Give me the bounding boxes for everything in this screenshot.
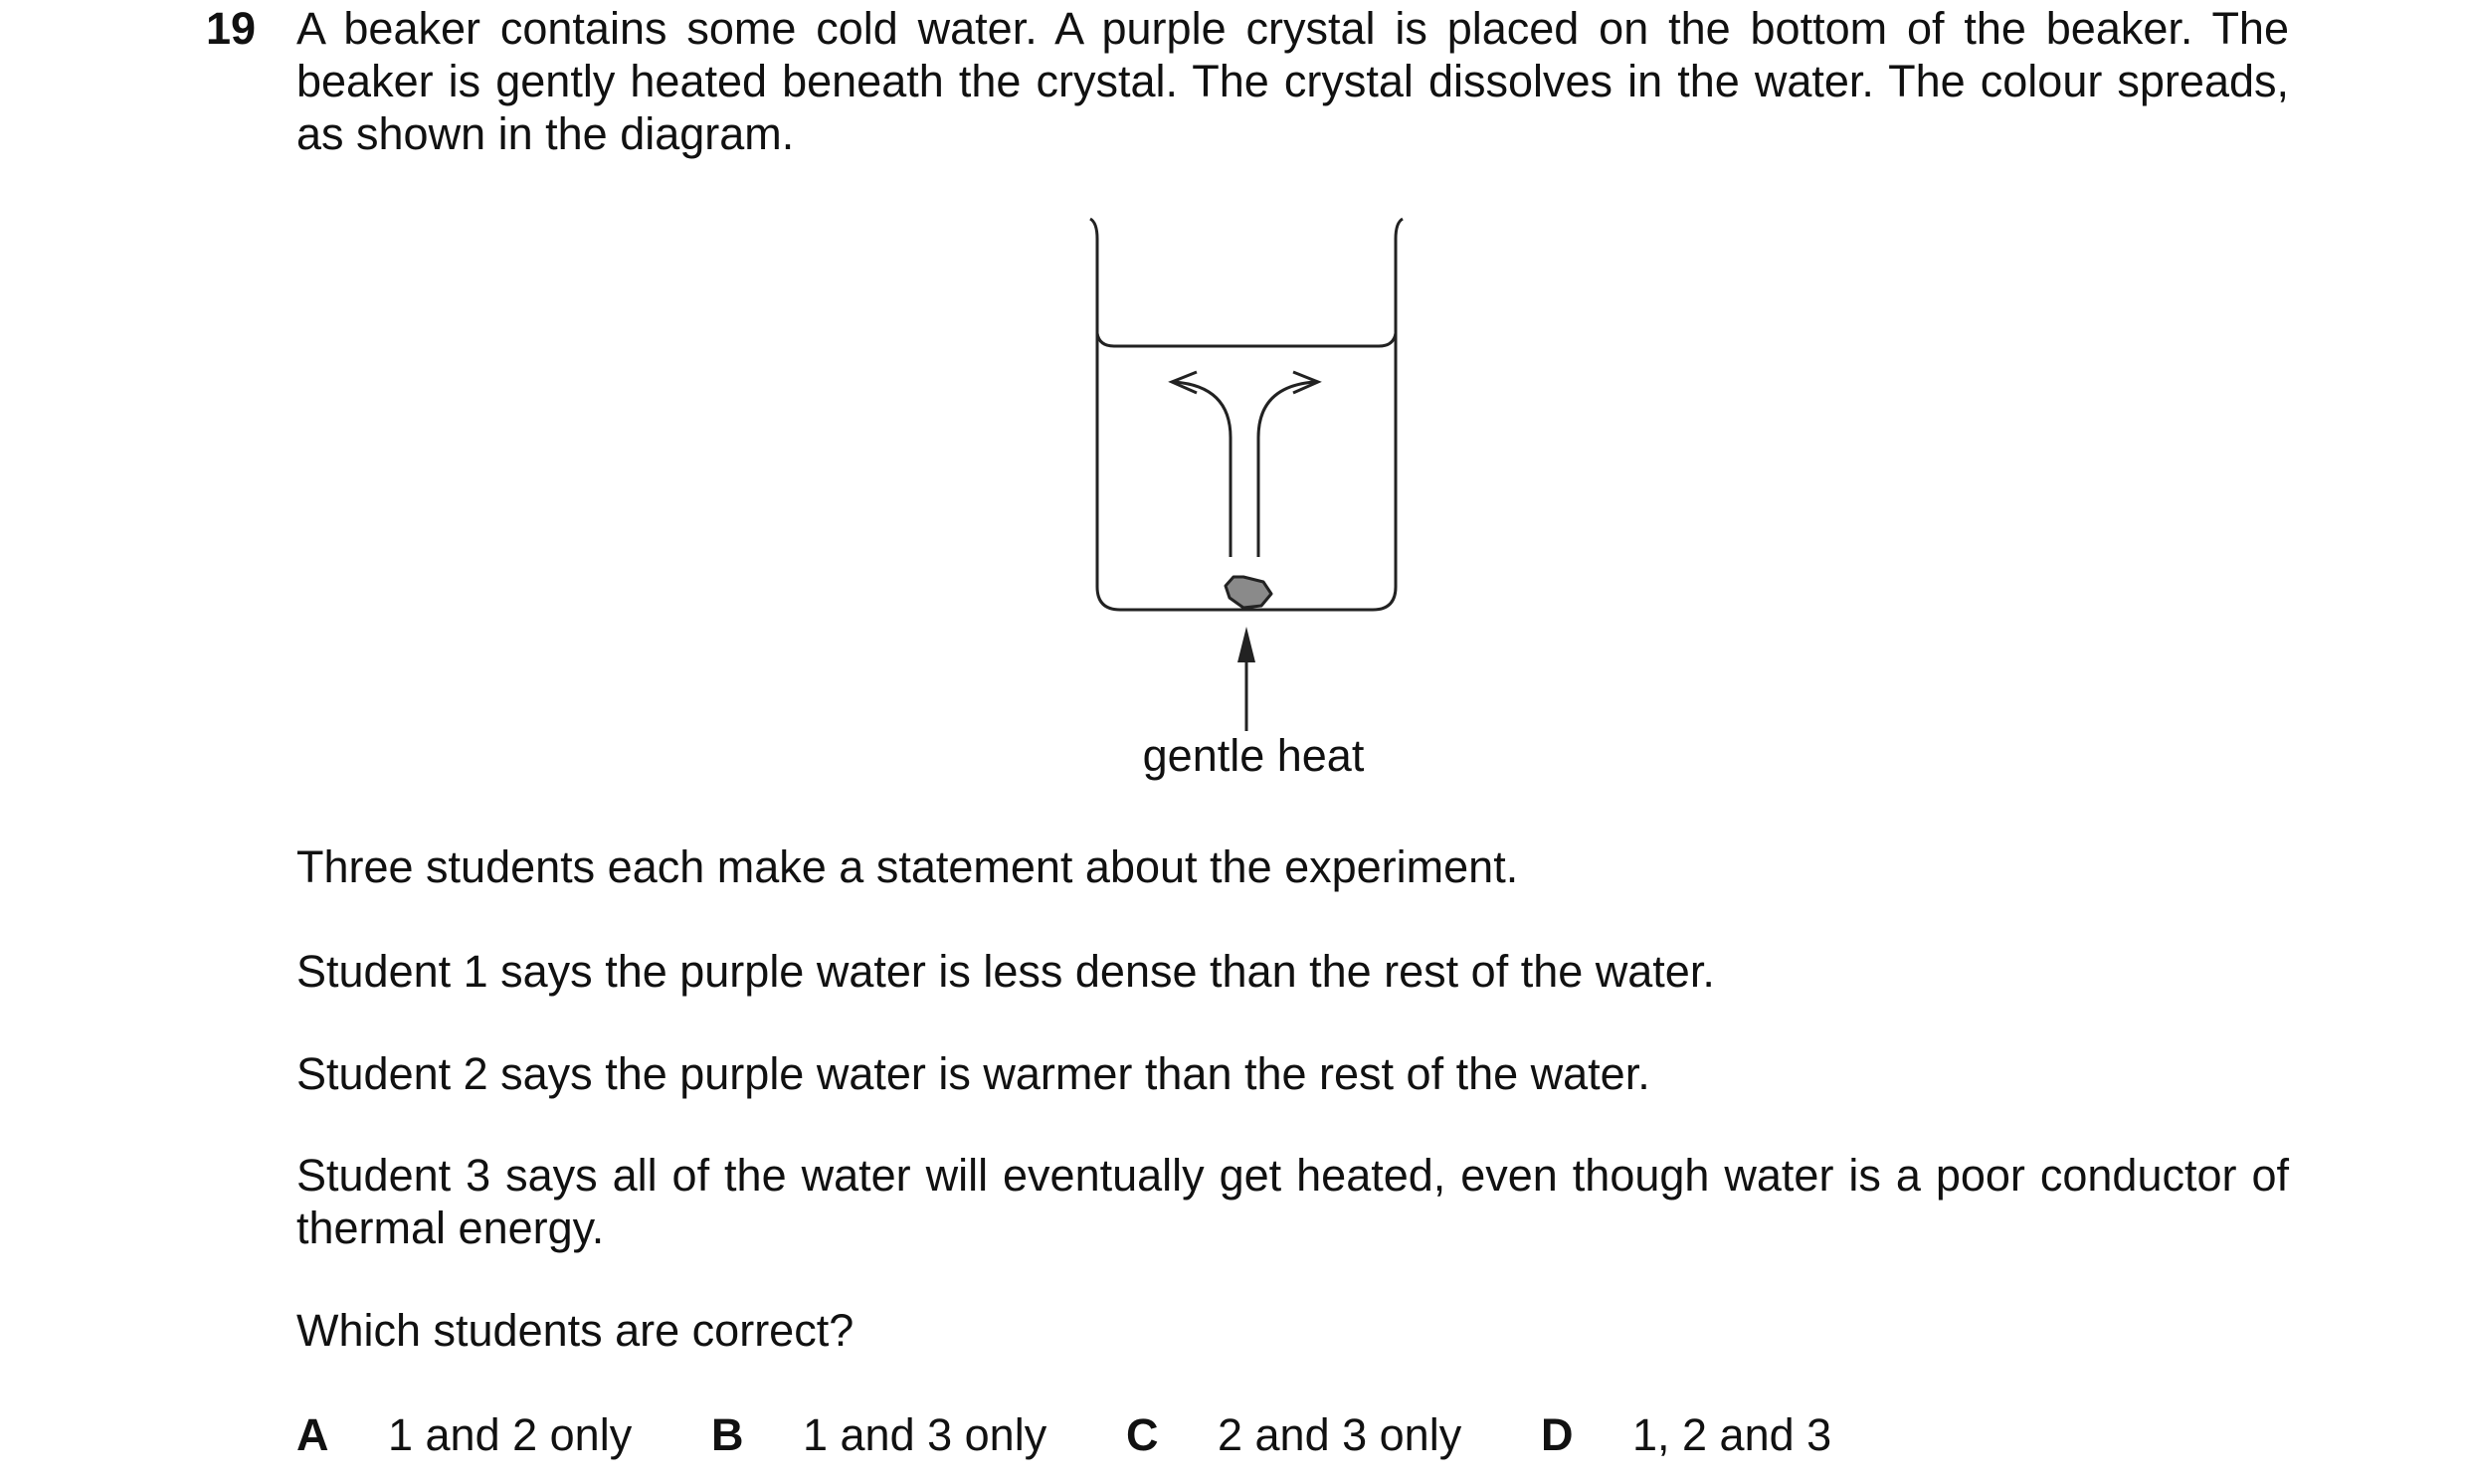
option-c-letter[interactable]: C [1126,1409,1159,1460]
question-number: 19 [206,3,257,54]
beaker-diagram-svg [1074,209,1432,796]
option-b-text[interactable]: 1 and 3 only [803,1409,1047,1460]
question-prompt: Which students are correct? [296,1305,854,1356]
option-a-letter[interactable]: A [296,1409,329,1460]
water-surface [1097,333,1396,346]
convection-current-left [1174,382,1231,557]
heat-arrow-head [1237,627,1255,662]
option-d-text[interactable]: 1, 2 and 3 [1632,1409,1832,1460]
heat-label: gentle heat [1142,730,1365,781]
student-2-statement: Student 2 says the purple water is warmer than the rest of the water. [296,1048,1650,1099]
question-intro: A beaker contains some cold water. A purple crystal is placed on the bottom of the beaker. The beaker is gently heated beneath the crystal. The crystal dissolves in the water. The colour spreads, as shown in the diagram. [296,3,2289,159]
beaker-diagram [1074,209,1432,796]
beaker-outline [1090,219,1403,610]
option-b-letter[interactable]: B [711,1409,744,1460]
option-a-text[interactable]: 1 and 2 only [388,1409,633,1460]
lead-in-text: Three students each make a statement about the experiment. [296,841,1519,892]
student-1-statement: Student 1 says the purple water is less dense than the rest of the water. [296,946,1715,997]
option-d-letter[interactable]: D [1541,1409,1574,1460]
convection-current-right [1258,382,1315,557]
student-3-statement: Student 3 says all of the water will eventually get heated, even though water is a poor conductor of thermal energy. [296,1150,2289,1253]
purple-crystal [1226,577,1271,608]
option-c-text[interactable]: 2 and 3 only [1218,1409,1462,1460]
